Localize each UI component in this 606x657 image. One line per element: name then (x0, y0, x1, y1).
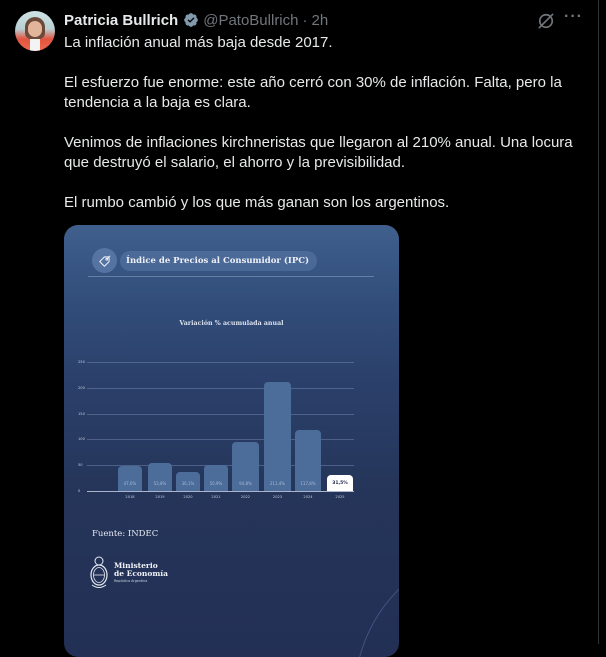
gridline (87, 414, 354, 415)
verified-badge-icon[interactable] (183, 12, 199, 28)
gridline (87, 362, 354, 363)
tweet-paragraph: Venimos de inflaciones kirchneristas que llegaron al 210% anual. Una locura que destruyó el salario, el ahorro y la previsibilidad. (64, 134, 573, 171)
tweet-paragraph: El esfuerzo fue enorme: este año cerró con 30% de inflación. Falta, pero la tendencia a la baja es clara. (64, 74, 562, 111)
coat-of-arms-icon (88, 555, 110, 591)
x-tick-label: 2019 (155, 495, 165, 499)
x-tick-label: 2025 (335, 495, 345, 499)
x-tick-label: 2022 (240, 495, 251, 499)
x-tick-label: 2018 (125, 495, 135, 499)
bar-value-label: 47,6% (123, 481, 137, 486)
author-name[interactable]: Patricia Bullrich (64, 11, 179, 29)
ministry-line3: República Argentina (114, 579, 148, 583)
x-axis-line (87, 491, 354, 492)
chart-title: Variación % acumulada anual (179, 320, 284, 327)
media-header-title: Índice de Precios al Consumidor (IPC) (120, 251, 317, 271)
bar-2018 (118, 466, 142, 491)
x-tick-label: 2023 (272, 495, 283, 499)
y-tick-label: 200 (78, 385, 85, 390)
more-options-icon[interactable]: ··· (564, 8, 583, 25)
y-tick-label: 100 (78, 437, 85, 442)
bar-2019 (148, 463, 172, 491)
bar-value-label: 31,5% (332, 481, 348, 486)
grok-icon[interactable] (536, 11, 556, 31)
author-handle[interactable]: @PatoBullrich (203, 11, 299, 29)
chart-source: Fuente: INDEC (92, 529, 159, 539)
bar-value-label: 211,4% (269, 481, 286, 486)
y-tick-label: 150 (78, 411, 85, 416)
tweet-paragraph: La inflación anual más baja desde 2017. (64, 34, 333, 51)
avatar[interactable] (15, 11, 55, 51)
bar-2023 (264, 382, 291, 491)
bar-value-label: 36,1% (181, 481, 195, 486)
tweet-paragraph: El rumbo cambió y los que más ganan son los argentinos. (64, 194, 450, 211)
bar-value-label: 53,8% (153, 481, 167, 486)
ministry-name (114, 562, 168, 584)
tweet-timestamp[interactable]: 2h (311, 11, 329, 29)
avatar-shirt (30, 39, 40, 51)
bar-value-label: 117,8% (300, 481, 316, 486)
ministry-line2: de Economía (114, 569, 169, 578)
bar-2021 (204, 465, 228, 491)
bar-value-label: 94,8% (239, 481, 252, 486)
ministry-logo (88, 555, 168, 591)
x-tick-label: 2021 (211, 495, 221, 499)
x-tick-label: 2024 (303, 495, 313, 499)
x-tick-label: 2020 (183, 495, 193, 499)
y-tick-label: 50 (78, 463, 83, 468)
timeline-divider (598, 0, 599, 644)
bar-chart (64, 225, 399, 657)
ministry-line1: Ministerio (114, 561, 158, 570)
y-tick-label: 0 (78, 489, 81, 493)
bar-value-label: 50,9% (209, 481, 223, 486)
avatar-face (28, 21, 42, 37)
y-tick-label: 250 (78, 360, 85, 364)
header-separator: · (302, 11, 308, 29)
tweet-header (64, 10, 328, 30)
gridline (87, 388, 354, 389)
tweet-text (64, 33, 592, 233)
tweet-media-image[interactable] (64, 225, 399, 657)
